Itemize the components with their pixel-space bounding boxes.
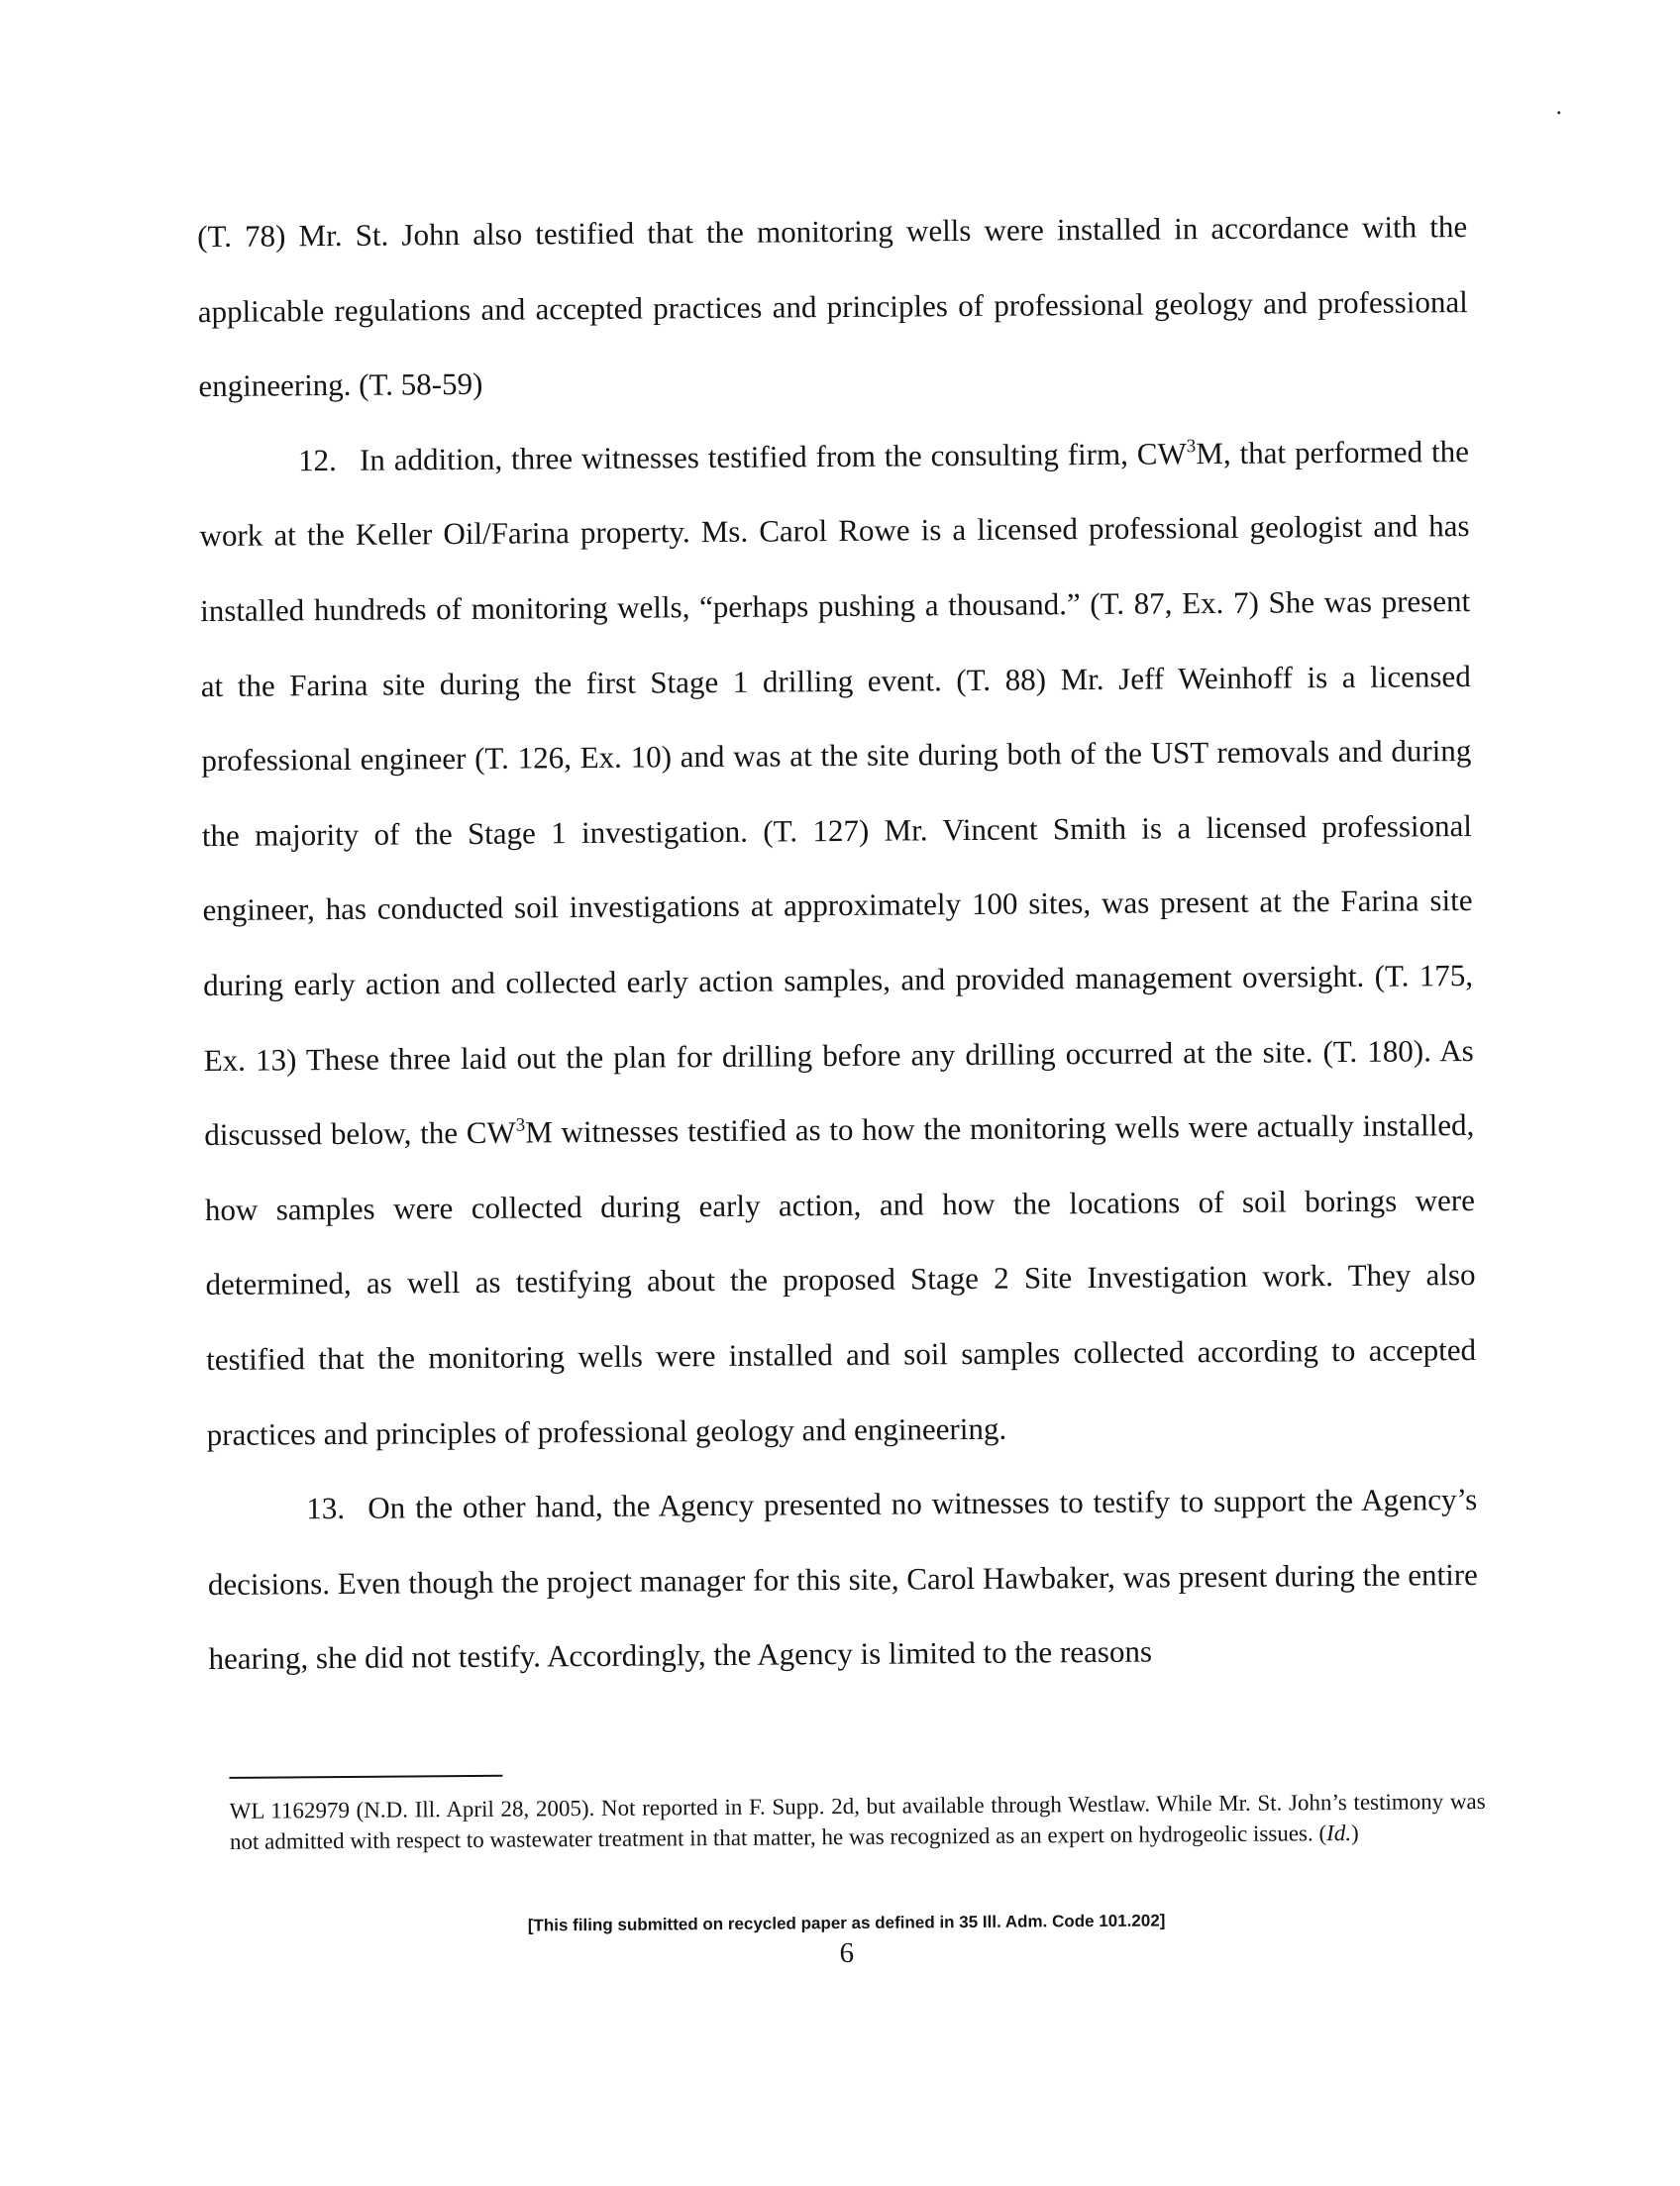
paragraph-text: On the other hand, the Agency presented no witnesses to testify to support the Agency’s decisions. Even though the project manager for this site, Carol Hawbaker, was present during the entire hearing, she did not testify. Accordingly, the Agency is limited to the reasons	[207, 1482, 1478, 1677]
footnote-citation: Id.	[1326, 1820, 1352, 1846]
footnote-text-pre: WL 1162979 (N.D. Ill. April 28, 2005). Not reported in F. Supp. 2d, but available through Westlaw. While Mr. St. John’s testimony was not admitted with respect to wastewater treatment in that matter, he was recognized as an expert on hydrogeolic issues. (	[229, 1788, 1486, 1854]
paragraph-number: 13.	[306, 1491, 346, 1526]
recycled-paper-notice: [This filing submitted on recycled paper as defined in 35 Ill. Adm. Code 101.202]	[527, 1911, 1166, 1935]
footnote-text	[230, 1786, 1486, 1857]
paragraph-text: M, that performed the work at the Keller Oil/Farina property. Ms. Carol Rowe is a licensed professional geologist and has installed hundreds of monitoring wells, “perhaps pushing a thousand.” (T. 87, Ex. 7) She was present at the Farina site during the first Stage 1 drilling event. (T. 88) Mr. Jeff Weinhoff is a licensed professional engineer (T. 126, Ex. 10) and was at the site during both of the UST removals and during the majority of the Stage 1 investigation. (T. 127) Mr. Vincent Smith is a licensed professional engineer, has conducted soil investigations at approximately 100 sites, was present at the Farina site during early action and collected early action samples, and provided management oversight. (T. 175, Ex. 13) These three laid out the plan for drilling before any drilling occurred at the site. (T. 180). As discussed below, the CW	[199, 433, 1474, 1153]
page-number: 6	[839, 1936, 855, 1970]
body-text	[197, 189, 1479, 1697]
paragraph-12	[199, 414, 1477, 1472]
paragraph-continuation: (T. 78) Mr. St. John also testified that the monitoring wells were installed in accordance with the applicable regulations and accepted practices and principles of professional geology and professional engineering. (T. 58-59)	[197, 209, 1468, 404]
scan-speck	[1557, 111, 1560, 114]
paragraph-number: 12.	[297, 442, 337, 478]
superscript: 3	[515, 1114, 526, 1136]
paragraph-text: In addition, three witnesses testified from the consulting firm, CW	[359, 436, 1187, 477]
paragraph-text: M witnesses testified as to how the monitoring wells were actually installed, how samples were collected during early action, and how the locations of soil borings were determined, as well as testifying about the proposed Stage 2 Site Investigation work. They also testified that the monitoring wells were installed and soil samples collected according to accepted practices and principles of professional geology and engineering.	[204, 1107, 1477, 1452]
footnote-text-post: )	[1350, 1820, 1359, 1845]
paragraph-13	[207, 1462, 1479, 1697]
superscript: 3	[1186, 435, 1197, 458]
footnote	[230, 1786, 1486, 1857]
footnote-divider	[229, 1775, 502, 1779]
